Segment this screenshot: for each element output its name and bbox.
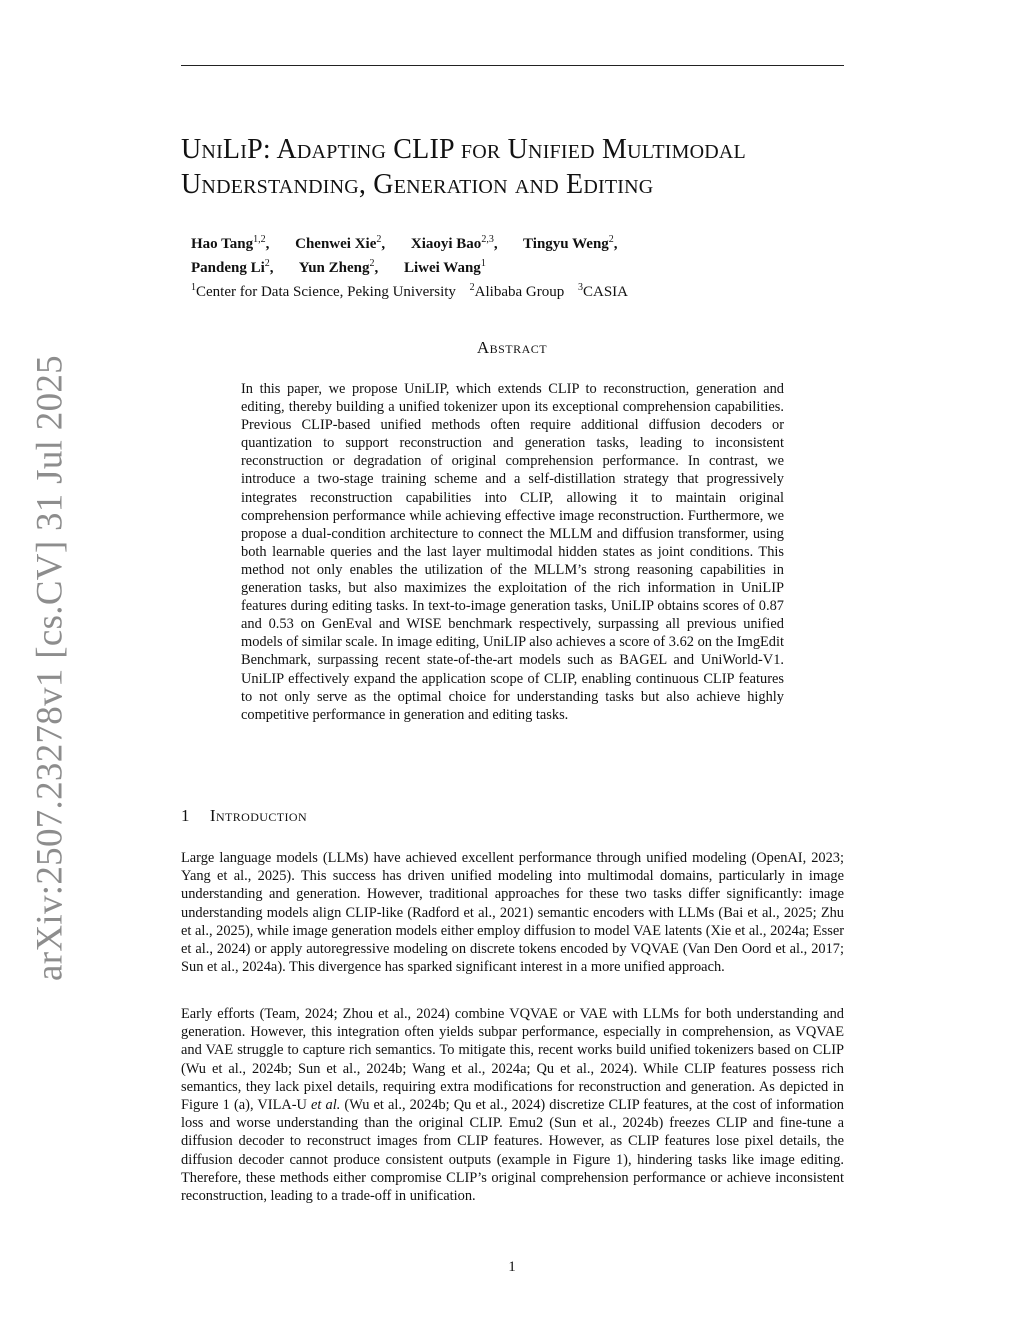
section-number: 1 [181, 806, 190, 825]
intro-paragraph: Large language models (LLMs) have achieved excellent performance through unified modeling (OpenAI, 2023; Yang et al., 2025). This success has driven unified modeling into multimodal domains, particularly in image understanding and generation. However, traditional approaches for these two tasks differ significantly: image understanding models align CLIP-like (Radford et al., 2021) semantic encoders with LLMs (Bai et al., 2025; Zhu et al., 2025), while image generation models either employ diffusion to model VAE latents (Xie et al., 2024a; Esser et al., 2024) or apply autoregressive modeling on discrete tokens encoded by VQVAE (Van Den Oord et al., 2017; Sun et al., 2024a). This divergence has sparked significant interest in a more unified approach. [181, 850, 845, 976]
author-name: Xiaoyi Bao [410, 236, 482, 252]
author-line-1 [191, 230, 791, 254]
author-affiliation-marker: 2 [369, 258, 375, 269]
abstract-text: In this paper, we propose UniLIP, which extends CLIP to reconstruction, generation and editing, thereby building a unified tokenizer upon its exceptional comprehension capabilities. Previous CLIP-based unified methods often require additional diffusion decoders or quantization to support reconstruction and generation tasks, leading to inconsistent reconstruction or degradation of original comprehension performance. In contrast, we introduce a two-stage training scheme and a self-distillation strategy that progressively integrates reconstruction capabilities into CLIP, allowing it to maintain original comprehension performance while achieving effective image reconstruction. Furthermore, we propose a dual-condition architecture to connect the MLLM and diffusion transformer, using both learnable queries and the last layer multimodal hidden states as joint conditions. This method not only enables the utilization of the MLLM’s strong reasoning capabilities in generation tasks, but also maximizes the exploitation of the rich information in UniLIP features during editing tasks. In text-to-image generation tasks, UniLIP obtains scores of 0.87 and 0.53 on GenEval and WISE benchmark respectively, surpassing all previous unified models of similar scale. In image editing, UniLIP also achieves a score of 3.62 on the ImgEdit Benchmark, surpassing recent state-of-the-art models such as BAGEL and UniWorld-V1. UniLIP effectively expand the application scope of CLIP, enabling continuous CLIP features to not only serve as the optimal choice for understanding tasks but also achieve highly competitive performance in generation and editing tasks. [241, 381, 784, 723]
page-number: 1 [508, 1259, 516, 1275]
abstract-heading: Abstract [476, 338, 548, 357]
author [523, 236, 618, 252]
author-affiliation-marker: 1 [480, 258, 486, 269]
author-affiliation-marker: 2 [376, 234, 382, 245]
author-separator: , [374, 260, 379, 276]
affiliation-marker: 2 [469, 282, 475, 293]
author-separator: , [493, 236, 498, 252]
affiliation-marker: 3 [577, 282, 583, 293]
paragraph-text: Early efforts (Team, 2024; Zhou et al., 2024) combine VQVAE or VAE with LLMs for both understanding and generation. However, this integration often yields subpar performance, especially in comprehension, as VQVAE and VAE struggle to capture rich semantics. To mitigate this, recent works build unified tokenizers based on CLIP (Wu et al., 2024b; Sun et al., 2024b; Wang et al., 2024a; Qu et al., 2024). While CLIP features possess rich semantics, they lack pixel details, requiring extra modifications for reconstruction and generation. As depicted in Figure 1 (a), VILA-U [181, 1006, 844, 1114]
paper-title [181, 132, 861, 202]
paper-title-line-2: Understanding, Generation and Editing [181, 169, 654, 200]
author [295, 236, 385, 252]
affiliation-name: Center for Data Science, Peking University [196, 284, 456, 300]
top-rule [181, 65, 844, 66]
author-name: Liwei Wang [403, 260, 481, 276]
arxiv-identifier: arXiv:2507.23278v1 [cs.CV] 31 Jul 2025 [29, 355, 71, 981]
author-affiliation-marker: 1,2 [253, 234, 266, 245]
author-name: Pandeng Li [191, 260, 265, 276]
author-name: Chenwei Xie [295, 236, 377, 252]
affiliation-name: CASIA [582, 284, 628, 300]
paragraph-text: (Wu et al., 2024b; Qu et al., 2024) discretize CLIP features, at the cost of information loss and worse understanding than the original CLIP. Emu2 (Sun et al., 2024b) freezes CLIP and fine-tune a diffusion decoder to reconstruct images from CLIP features. However, as CLIP features lose pixel details, the diffusion decoder cannot produce consistent outputs (example in Figure 1), hindering tasks like image editing. Therefore, these methods either compromise CLIP’s original comprehension performance or achieve inconsistent reconstruction, leading to a trade-off in unification. [181, 1097, 844, 1205]
author-separator: , [269, 260, 274, 276]
author-block [191, 230, 791, 302]
affiliation-marker: 1 [191, 282, 196, 293]
author [191, 260, 274, 276]
author-separator: , [613, 236, 618, 252]
section-heading [181, 806, 307, 826]
affiliation-name: Alibaba Group [474, 284, 565, 300]
paper-title-line-1: UniLiP: Adapting CLIP for Unified Multimodal [181, 134, 746, 165]
affiliation [470, 284, 565, 300]
affiliation [578, 284, 628, 300]
section-title: Introduction [209, 806, 308, 825]
author [299, 260, 379, 276]
italic-text: et al. [311, 1097, 341, 1114]
author-name: Tingyu Weng [523, 236, 609, 252]
author-line-2 [191, 254, 791, 278]
author-name: Hao Tang [191, 236, 254, 252]
intro-paragraph [181, 1005, 844, 1205]
author-separator: , [265, 236, 270, 252]
author-affiliation-marker: 2,3 [481, 234, 494, 245]
author-separator: , [381, 236, 386, 252]
author [191, 236, 269, 252]
author [404, 260, 486, 276]
author-affiliation-marker: 2 [608, 234, 614, 245]
affiliation-line [191, 278, 791, 302]
author-affiliation-marker: 2 [264, 258, 270, 269]
author-name: Yun Zheng [298, 260, 370, 276]
author [411, 236, 498, 252]
affiliation [191, 284, 456, 300]
